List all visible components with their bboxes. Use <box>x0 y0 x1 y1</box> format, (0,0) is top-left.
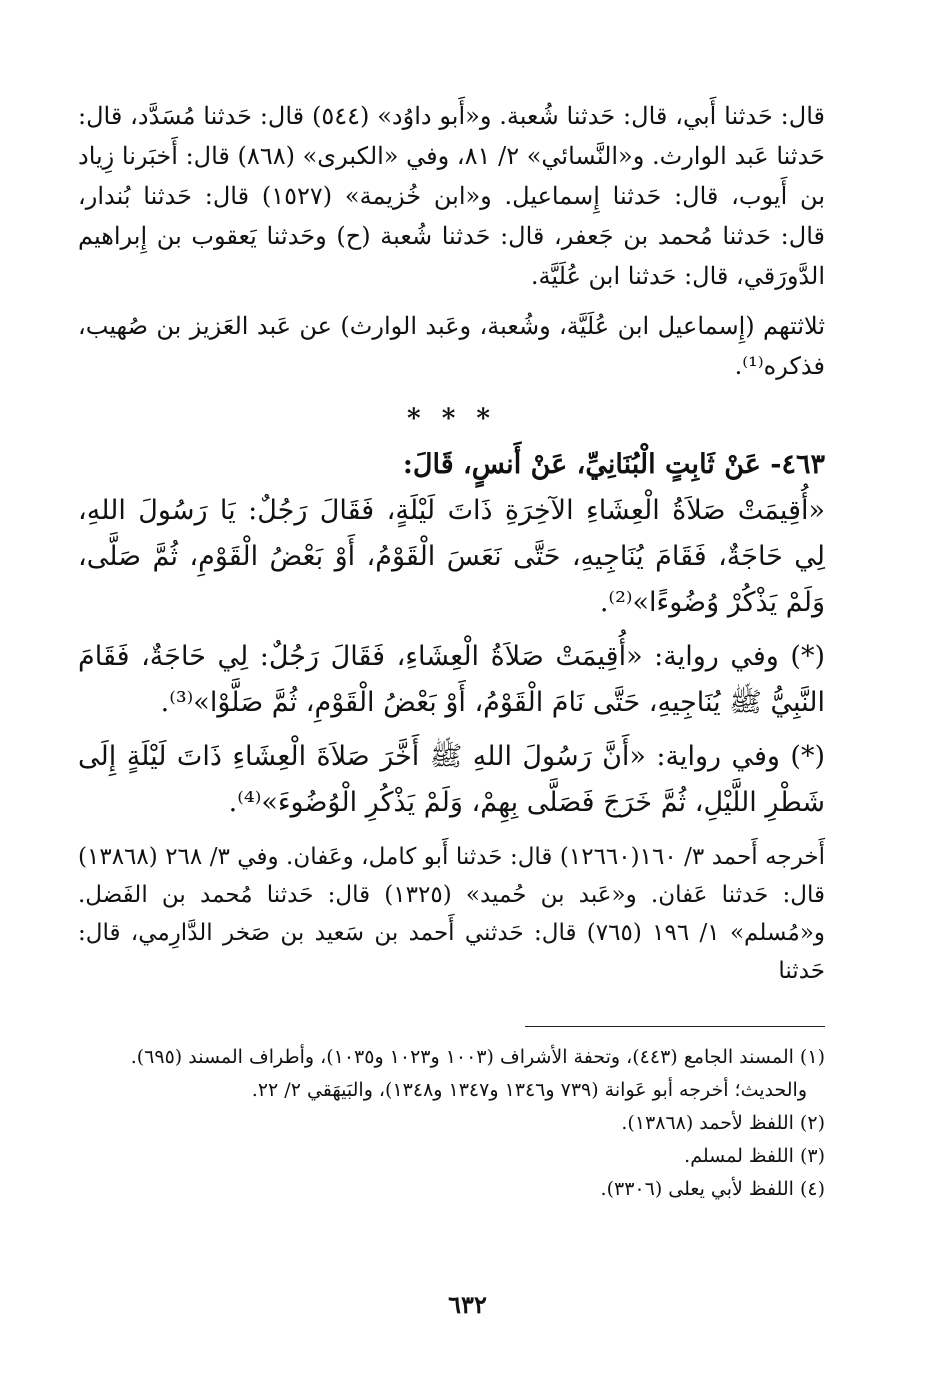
hadith-riwaya: (*) وفي رواية: «أُقِيمَتْ صَلاَةُ الْعِشَاءِ، فَقَالَ رَجُلٌ: لِي حَاجَةٌ، فَقَامَ النَّبِيُّ ﷺ يُنَاجِيهِ، حَتَّى نَامَ الْقَوْمُ، أَوْ بَعْضُ الْقَوْمِ، ثُمَّ صَلَّوْا»⁽³⁾. <box>78 641 825 718</box>
footnotes <box>78 1041 825 1206</box>
takhrij-paragraph: ثلاثتهم (إِسماعيل ابن عُلَيَّة، وشُعبة، وعَبد الوارث) عن عَبد العَزيز بن صُهيب، فذكره⁽¹⁾. <box>78 312 825 380</box>
section-separator: * * * <box>407 404 496 434</box>
footnote: (٢) اللفظ لأحمد (١٣٨٦٨). <box>621 1112 825 1134</box>
hadith-riwaya: (*) وفي رواية: «أَنَّ رَسُولَ اللهِ ﷺ أَخَّرَ صَلاَةَ الْعِشَاءِ ذَاتَ لَيْلَةٍ إِلَى شَطْرِ اللَّيْلِ، ثُمَّ خَرَجَ فَصَلَّى بِهِمْ، وَلَمْ يَذْكُرِ الْوُضُوءَ»⁽⁴⁾. <box>78 741 825 818</box>
page-number: ٦٣٢ <box>448 1290 487 1319</box>
footnote: (٤) اللفظ لأبي يعلى (٣٣٠٦). <box>600 1178 825 1200</box>
hadith-text: «أُقِيمَتْ صَلاَةُ الْعِشَاءِ الآخِرَةِ ذَاتَ لَيْلَةٍ، فَقَالَ رَجُلٌ: يَا رَسُولَ اللهِ، لِي حَاجَةٌ، فَقَامَ يُنَاجِيهِ، حَتَّى نَعَسَ الْقَوْمُ، أَوْ بَعْضُ الْقَوْمِ، ثُمَّ صَلَّى، وَلَمْ يَذْكُرْ وُضُوءًا»⁽²⁾. <box>78 495 825 618</box>
footnote-divider <box>525 1026 825 1027</box>
hadith-section <box>78 442 825 826</box>
footnote-continuation: والحديث؛ أخرجه أبو عَوانة (٧٣٩ و١٣٤٦ و١٣٤٧ و١٣٤٨)، والبَيهَقي ٢/ ٢٢. <box>251 1079 807 1101</box>
hadith-heading: ٤٦٣- عَنْ ثَابِتٍ الْبُنَانِيِّ، عَنْ أَنسٍ، قَالَ: <box>402 449 825 480</box>
footnote: (٣) اللفظ لمسلم. <box>684 1145 825 1167</box>
takhrij-paragraph: قال: حَدثنا أَبي، قال: حَدثنا شُعبة. و«أَبو داوُد» (٥٤٤) قال: حَدثنا مُسَدَّد، قال: حَدثنا عَبد الوارث. و«النَّسائي» ٢/ ٨١، وفي «الكبرى» (٨٦٨) قال: أَخبَرنا زِياد بن أَيوب، قال: حَدثنا إِسماعيل. و«ابن خُزيمة» (١٥٢٧) قال: حَدثنا بُندار، قال: حَدثنا مُحمد بن جَعفر، قال: حَدثنا شُعبة (ح) وحَدثنا يَعقوب بن إِبراهيم الدَّورَقي، قال: حَدثنا ابن عُلَيَّة. <box>78 102 826 290</box>
takhrij-paragraph: أَخرجه أَحمد ٣/ ١٦٠(١٢٦٦٠) قال: حَدثنا أَبو كامل، وعَفان. وفي ٣/ ٢٦٨ (١٣٨٦٨) قال: حَدثنا عَفان. و«عَبد بن حُميد» (١٣٢٥) قال: حَدثنا مُحمد بن الفَضل. و«مُسلم» ١/ ١٩٦ (٧٦٥) قال: حَدثني أَحمد بن سَعيد بن صَخر الدَّارِمي، قال: حَدثنا <box>78 844 826 984</box>
footnote: (١) المسند الجامع (٤٤٣)، وتحفة الأشراف (١٠٠٣ و١٠٢٣ و١٠٣٥)، وأطراف المسند (٦٩٥). <box>130 1046 825 1068</box>
previous-takhrij-section <box>78 96 825 386</box>
